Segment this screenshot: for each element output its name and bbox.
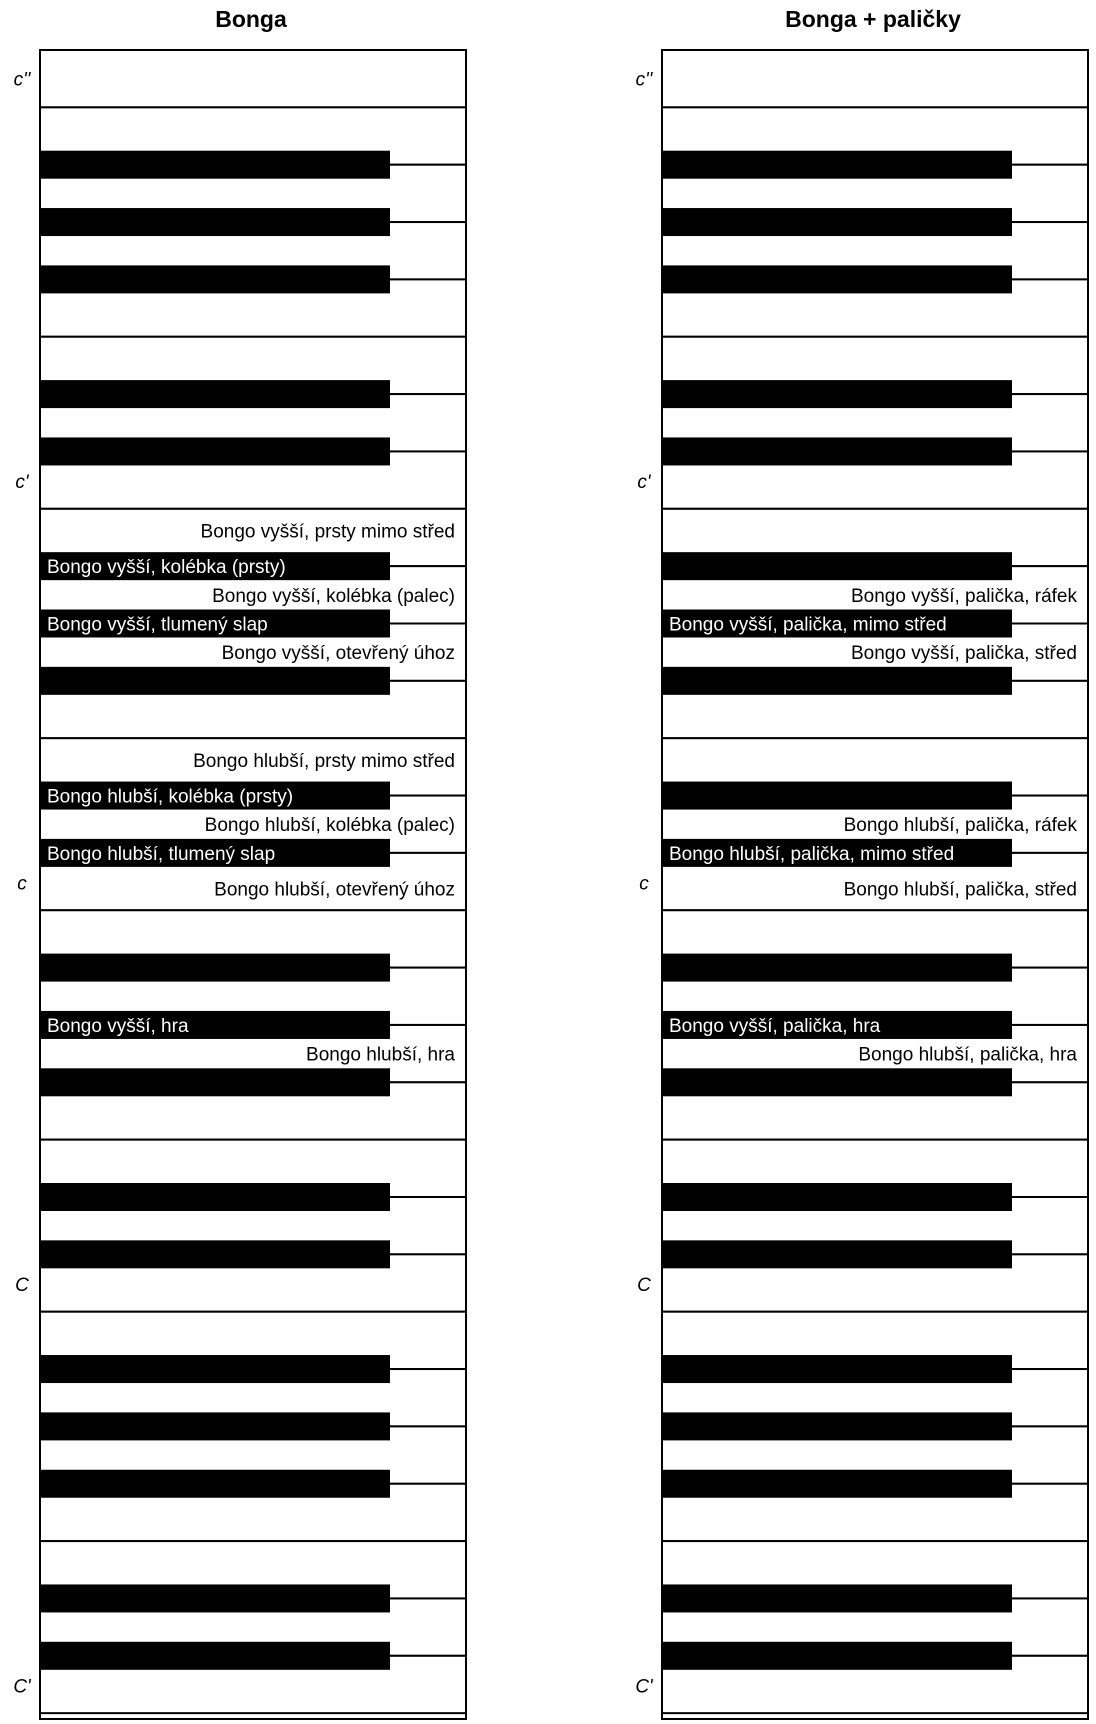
black-key-cs4 [662,437,1012,465]
black-key-label: Bongo vyšší, tlumený slap [47,614,268,636]
keyboard-title: Bonga + paličky [785,6,961,32]
black-key-as1 [40,1355,390,1383]
black-key-label: Bongo vyšší, kolébka (prsty) [47,557,286,579]
black-key-as3 [662,552,1012,580]
white-key-c5 [40,50,466,107]
black-key-ds3 [662,782,1012,810]
octave-label: C [637,1275,651,1297]
black-key-cs2 [662,1240,1012,1268]
black-key-fs2 [662,1068,1012,1096]
black-key-fs3 [40,667,390,695]
octave-label: c'' [635,69,653,91]
black-key-label: Bongo vyšší, hra [47,1015,189,1037]
black-key-ds2 [662,1183,1012,1211]
white-key-label: Bongo hlubší, palička, střed [843,879,1077,901]
octave-label: c' [15,472,29,494]
white-key-label: Bongo vyšší, kolébka (palec) [212,585,455,607]
octave-label: c [17,873,27,895]
black-key-as1 [662,1355,1012,1383]
octave-label: C' [635,1676,653,1698]
white-key-label: Bongo hlubší, hra [306,1044,455,1066]
black-key-cs2 [40,1240,390,1268]
black-key-ds4 [662,380,1012,408]
octave-label: c' [637,472,651,494]
keyboard-title: Bonga [215,6,287,32]
white-key-label: Bongo hlubší, prsty mimo střed [193,750,455,772]
octave-label: C' [13,1676,31,1698]
black-key-ds1 [662,1584,1012,1612]
white-key-label: Bongo hlubší, otevřený úhoz [214,879,455,901]
white-key-c5 [662,50,1088,107]
black-key-cs4 [40,437,390,465]
octave-label: C [15,1275,29,1297]
white-key-label: Bongo vyšší, prsty mimo střed [200,521,455,543]
white-key-label: Bongo hlubší, palička, ráfek [843,815,1077,837]
black-key-gs1 [662,1412,1012,1440]
black-key-fs1 [40,1470,390,1498]
black-key-label: Bongo hlubší, palička, mimo střed [669,843,955,865]
black-key-cs1 [662,1642,1012,1670]
black-key-fs4 [40,265,390,293]
black-key-as4 [662,151,1012,179]
octave-label: c [639,873,649,895]
octave-label: c'' [13,69,31,91]
white-key-label: Bongo vyšší, otevřený úhoz [221,643,455,665]
black-key-cs1 [40,1642,390,1670]
black-key-ds4 [40,380,390,408]
white-key-label: Bongo hlubší, kolébka (palec) [204,815,455,837]
black-key-gs4 [40,208,390,236]
black-key-fs4 [662,265,1012,293]
white-key-label: Bongo vyšší, palička, střed [851,643,1077,665]
white-key-label: Bongo hlubší, palička, hra [858,1044,1077,1066]
black-key-gs1 [40,1412,390,1440]
black-key-as4 [40,151,390,179]
black-key-as2 [662,954,1012,982]
black-key-ds1 [40,1584,390,1612]
black-key-fs2 [40,1068,390,1096]
black-key-ds2 [40,1183,390,1211]
white-key-label: Bongo vyšší, palička, ráfek [851,585,1077,607]
black-key-as2 [40,954,390,982]
black-key-gs4 [662,208,1012,236]
black-key-label: Bongo hlubší, tlumený slap [47,843,276,865]
black-key-label: Bongo vyšší, palička, hra [669,1015,881,1037]
black-key-label: Bongo vyšší, palička, mimo střed [669,614,947,636]
black-key-fs3 [662,667,1012,695]
black-key-fs1 [662,1470,1012,1498]
black-key-label: Bongo hlubší, kolébka (prsty) [47,786,294,808]
